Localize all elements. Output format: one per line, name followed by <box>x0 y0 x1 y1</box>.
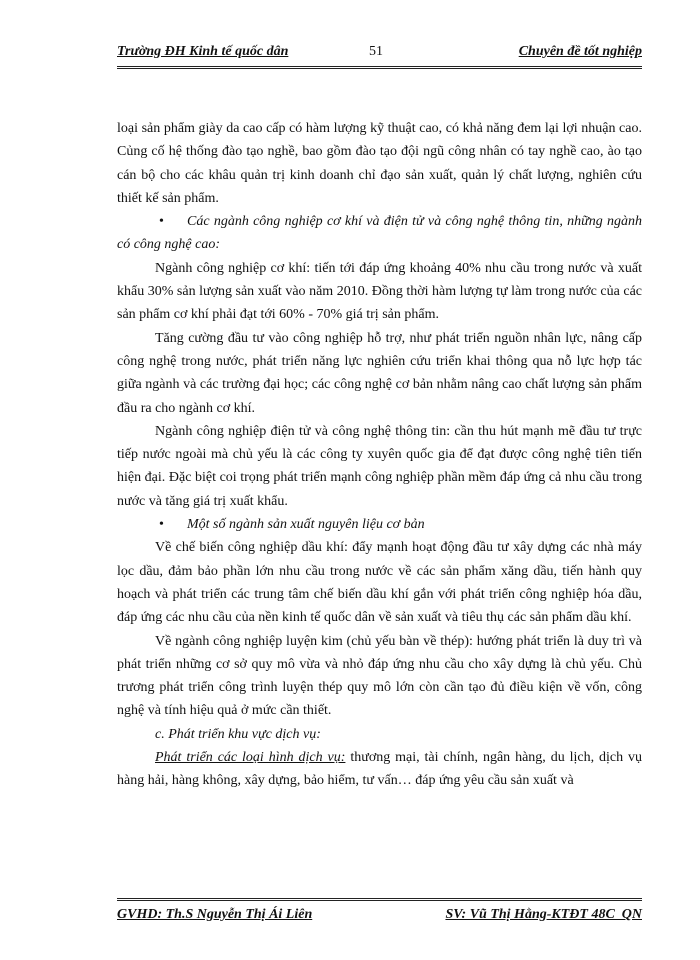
paragraph-oil-gas: Về chế biến công nghiệp dầu khí: đẩy mạnh hoạt động đầu tư xây dựng các nhà máy lọc dầu, đảm bảo phần lớn nhu cầu trong nước về các sản phẩm xăng dầu, tiến hành quy hoạch và phát triển các trung tâm chế biến dầu khí gắn với phát triển công nghiệp hóa dầu, đáp ứng các nhu cầu của nền kinh tế quốc dân về sản xuất và tiêu thụ các sản phẩm dầu khí. <box>117 540 642 626</box>
page-body <box>117 117 642 793</box>
bullet-icon: • <box>159 214 164 230</box>
bullet-icon: • <box>159 517 164 533</box>
paragraph-support-industry: Tăng cường đầu tư vào công nghiệp hỗ trợ, như phát triển nguồn nhân lực, nâng cấp công nghệ trong nước, phát triển năng lực nghiên cứu triển khai thông qua nỗ lực hợp tác giữa ngành và các trường đại học; các công nghệ cơ bản nhằm nâng cao chất lượng sản phẩm đầu ra cho ngành cơ khí. <box>117 330 642 416</box>
paragraph-continuation: loại sản phẩm giày da cao cấp có hàm lượng kỹ thuật cao, có khả năng đem lại lợi nhuận cao. Củng cố hệ thống đào tạo nghề, bao gồm đào tạo đội ngũ công nhân có tay nghề cao, ào tạo cán bộ cho các khâu quản trị kinh doanh chỉ đạo sản xuất, quản lý chất lượng, nghiên cứu thiết kế sản phẩm. <box>117 121 642 206</box>
footer-student: SV: Vũ Thị Hằng-KTĐT 48C_QN <box>445 907 642 922</box>
section-heading-services: c. Phát triển khu vực dịch vụ: <box>155 726 321 742</box>
page-number: 51 <box>369 44 383 59</box>
header-university: Trường ĐH Kinh tế quốc dân <box>117 44 289 59</box>
paragraph-electronics-it: Ngành công nghiệp điện tử và công nghệ thông tin: cần thu hút mạnh mẽ đầu tư trực tiếp nước ngoài mà chủ yếu là các công ty xuyên quốc gia để đạt được công nghệ tiên tiến hiện đại. Đặc biệt coi trọng phát triển mạnh công nghiệp phần mềm đáp ứng cả nhu cầu trong nước và tăng giá trị xuất khẩu. <box>117 423 642 509</box>
header-document-type: Chuyên đề tốt nghiệp <box>518 44 642 59</box>
bullet-heading-mechanical-electronics: • Các ngành công nghiệp cơ khí và điện tử và công nghệ thông tin, những ngành có công nghệ cao: <box>117 210 642 257</box>
paragraph-services <box>117 746 642 793</box>
footer-supervisor: GVHD: Th.S Nguyễn Thị Ái Liên <box>117 907 313 922</box>
page-header <box>117 42 642 69</box>
bullet-heading-raw-materials: • Một số ngành sản xuất nguyên liệu cơ bản <box>117 513 642 536</box>
services-lead-phrase: Phát triển các loại hình dịch vụ: <box>155 750 346 766</box>
services-text: thương mại, tài chính, ngân hàng, du lịch, dịch vụ hàng hải, hàng không, xây dựng, bảo hiểm, tư vấn… đáp ứng yêu cầu sản xuất và <box>117 750 643 789</box>
paragraph-mechanical: Ngành công nghiệp cơ khí: tiến tới đáp ứng khoảng 40% nhu cầu trong nước và xuất khẩu 30% sản lượng sản xuất vào năm 2010. Đồng thời hàm lượng tự làm trong nước của các sản phẩm cơ khí phải đạt tới 60% - 70% giá trị sản phẩm. <box>117 260 642 323</box>
page-footer <box>117 898 642 925</box>
paragraph-metallurgy: Về ngành công nghiệp luyện kim (chủ yếu bàn về thép): hướng phát triển là duy trì và phát triển những cơ sở quy mô vừa và nhỏ đáp ứng nhu cầu cho xây dựng là chủ yếu. Chủ trương phát triển công trình luyện thép quy mô lớn còn cần tạo đủ điều kiện về vốn, công nghệ và tính hiệu quả ở mức cần thiết. <box>117 633 642 719</box>
